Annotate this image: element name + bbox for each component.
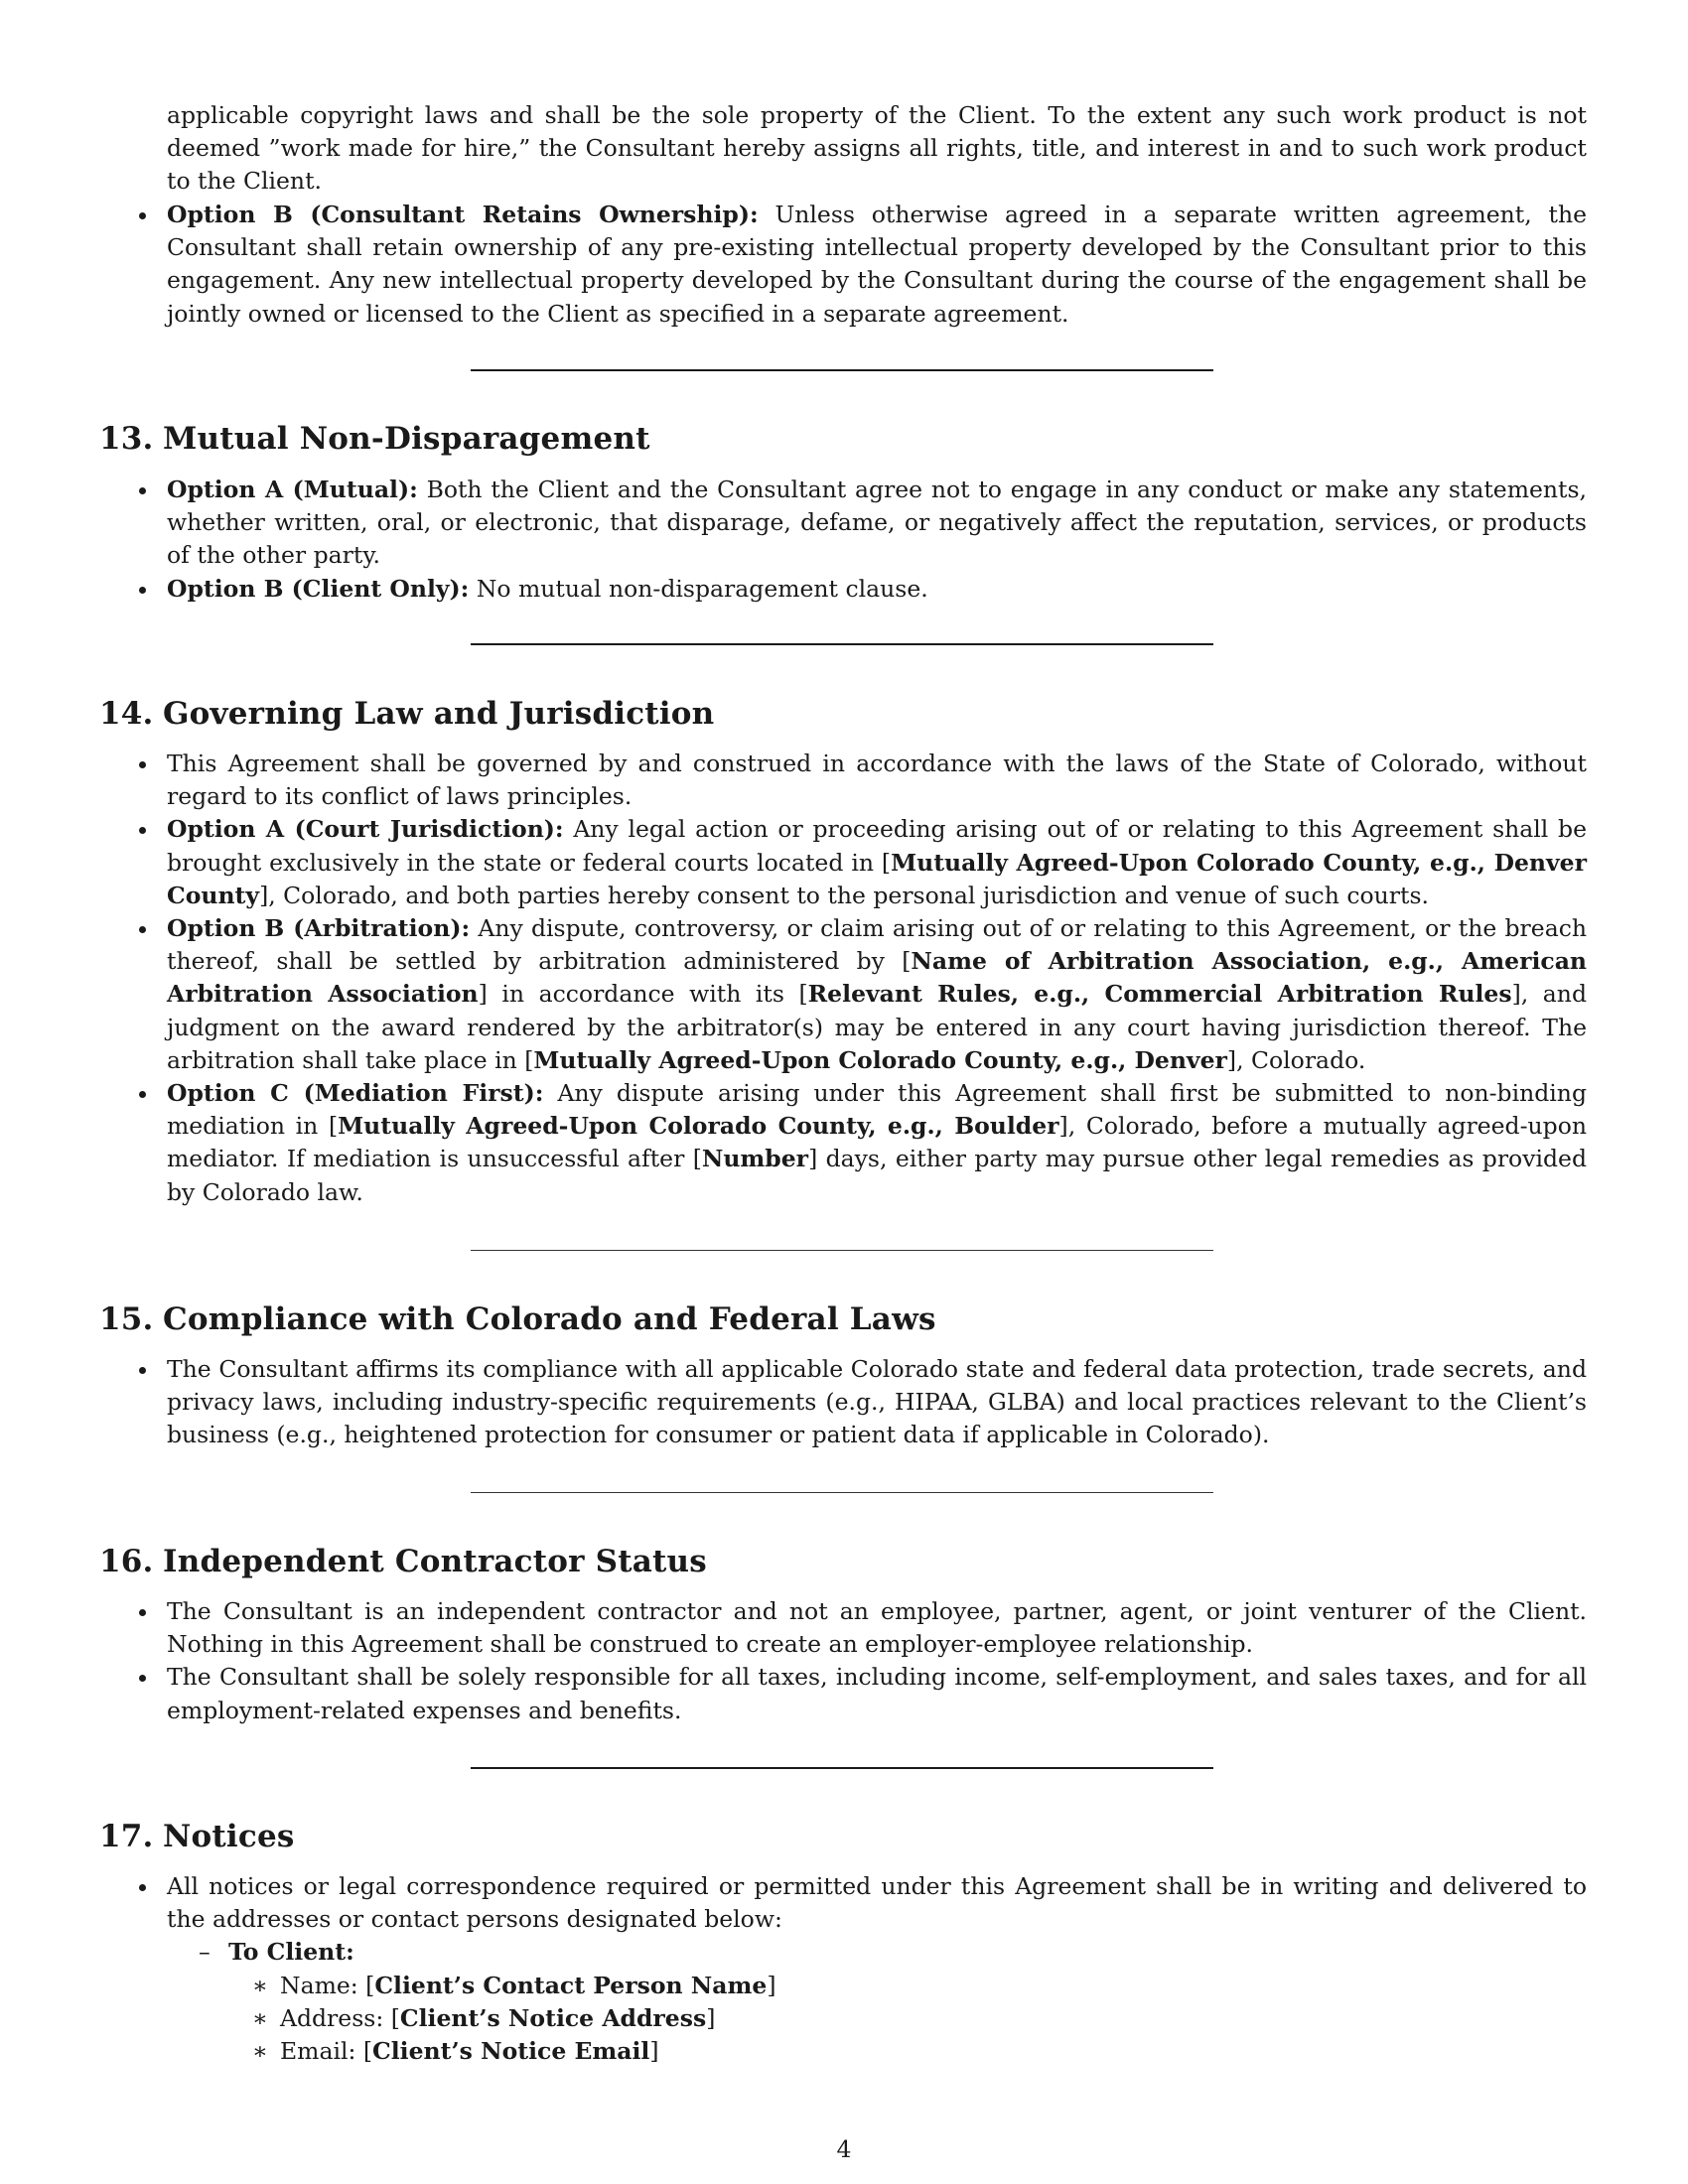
section-17-list — [137, 1870, 1587, 2068]
placeholder-field: Relevant Rules, e.g., Commercial Arbitration Rules — [807, 980, 1512, 1009]
section-divider — [471, 369, 1213, 371]
section-15-heading — [99, 1299, 936, 1339]
section-title: Compliance with Colorado and Federal Laws — [163, 1301, 936, 1337]
section-title: Governing Law and Jurisdiction — [163, 696, 715, 732]
section-number: 17. — [99, 1819, 154, 1854]
placeholder-field: Mutually Agreed-Upon Colorado County, e.g., Denver County — [167, 848, 1587, 909]
notices-intro: All notices or legal correspondence required or permitted under this Agreement shall be in writing and delivered to the addresses or contact persons designated below: — [167, 1872, 1587, 1934]
section-17-heading — [99, 1817, 295, 1856]
page-number: 4 — [836, 2135, 852, 2163]
option-a-continuation: applicable copyright laws and shall be the sole property of the Client. To the extent any such work product is not deemed ”work made for hire,” the Consultant hereby assigns all rights, title, and interest in and to such work product to the Client. — [167, 101, 1587, 196]
section-12-option-b — [137, 199, 1587, 331]
option-label: Option B (Consultant Retains Ownership): — [167, 201, 759, 228]
section-14-option-b — [137, 912, 1587, 1077]
option-text: ], Colorado, and both parties hereby consent to the personal jurisdiction and venue of such courts. — [259, 881, 1429, 909]
field-value: Client’s Notice Address — [399, 2003, 707, 2032]
option-text: Any legal action or proceeding arising out of or relating to this Agreement shall be brought exclusively in the state or federal courts located in [ — [167, 815, 1587, 877]
option-text: ], Colorado, before a mutually agreed-upon mediator. If mediation is unsuccessful after [ — [167, 1112, 1588, 1173]
section-number: 15. — [99, 1301, 154, 1337]
dash-marker: – — [199, 1938, 211, 1967]
client-name-field: ∗ Name: [Client’s Contact Person Name] — [252, 1970, 1587, 2002]
option-text: ], and judgment on the award rendered by the arbitrator(s) may be entered in any court having jurisdiction thereof. The arbitration shall take place in [ — [167, 980, 1587, 1074]
placeholder-field: Name of Arbitration Association, e.g., American Arbitration Association — [167, 947, 1588, 1009]
client-contact-fields — [199, 1970, 1587, 2069]
field-label: Name: — [280, 1971, 366, 1999]
option-label: Option A (Court Jurisdiction): — [167, 815, 564, 844]
option-text: Any dispute, controversy, or claim arising out of or relating to this Agreement, or the breach thereof, shall be settled by arbitration administered by [ — [167, 914, 1587, 976]
option-text: ] days, either party may pursue other legal remedies as provided by Colorado law. — [167, 1145, 1587, 1206]
recipient-label: To Client: — [228, 1938, 354, 1967]
section-number: 14. — [99, 696, 154, 732]
option-label: Option B (Arbitration): — [167, 914, 471, 943]
option-text: ], Colorado. — [1226, 1045, 1366, 1074]
option-label: Option A (Mutual): — [167, 476, 418, 503]
section-12-list — [137, 199, 1587, 331]
section-divider — [471, 643, 1213, 645]
section-divider — [471, 1767, 1213, 1769]
option-text: ] in accordance with its [ — [478, 980, 808, 1009]
section-13-option-a — [137, 474, 1587, 573]
section-15-item: The Consultant affirms its compliance with all applicable Colorado state and federal data protection, trade secrets, and privacy laws, including industry-specific requirements (e.g., HIPAA, GLBA) and local practices relevant to the Client’s business (e.g., heightened protection for consumer or patient data if applicable in Colorado). — [137, 1353, 1587, 1452]
section-16-item-1: The Consultant is an independent contractor and not an employee, partner, agent, or joint venturer of the Client. Nothing in this Agreement shall be construed to create an employer-employee relationship. — [137, 1595, 1587, 1661]
section-13-heading — [99, 419, 650, 459]
section-title: Notices — [163, 1819, 295, 1854]
section-16-list — [137, 1595, 1587, 1727]
section-16-heading — [99, 1542, 707, 1581]
option-text: Any dispute arising under this Agreement shall first be submitted to non-binding mediation in [ — [167, 1079, 1587, 1141]
placeholder-field: Mutually Agreed-Upon Colorado County, e.g., Denver — [533, 1045, 1227, 1074]
option-label: Option B (Client Only): — [167, 574, 470, 603]
placeholder-field: Number — [701, 1145, 809, 1173]
section-divider — [471, 1492, 1213, 1493]
section-16-item-2: The Consultant shall be solely responsible for all taxes, including income, self-employment, and sales taxes, and for all employment-related expenses and benefits. — [137, 1661, 1587, 1726]
field-value: Client’s Contact Person Name — [374, 1971, 768, 1999]
field-label: Email: — [280, 2037, 363, 2066]
client-address-field: ∗ Address: [Client’s Notice Address] — [252, 2002, 1587, 2035]
section-13-option-b — [137, 573, 1587, 606]
section-title: Independent Contractor Status — [163, 1544, 707, 1579]
section-title: Mutual Non-Disparagement — [163, 421, 650, 457]
section-13-list — [137, 474, 1587, 606]
section-15-list — [137, 1353, 1587, 1452]
section-divider — [471, 1250, 1213, 1251]
section-17-intro — [137, 1870, 1587, 2068]
section-14-option-a — [137, 813, 1587, 912]
option-text: Unless otherwise agreed in a separate written agreement, the Consultant shall retain ownership of any pre-existing intellectual property developed by the Consultant prior to this engagement. Any new intellectual property developed by the Consultant during the course of the engagement shall be jointly owned or licensed to the Client as specified in a separate agreement. — [167, 201, 1587, 328]
section-number: 16. — [99, 1544, 154, 1579]
section-14-list — [137, 748, 1587, 1209]
section-14-option-c — [137, 1077, 1587, 1209]
option-text: Both the Client and the Consultant agree not to engage in any conduct or make any statements, whether written, oral, or electronic, that disparage, defame, or negatively affect the reputation, services, or products of the other party. — [167, 476, 1587, 570]
section-14-intro: This Agreement shall be governed by and construed in accordance with the laws of the State of Colorado, without regard to its conflict of laws principles. — [137, 748, 1587, 813]
field-label: Address: — [280, 2003, 391, 2032]
option-label: Option C (Mediation First): — [167, 1079, 544, 1108]
placeholder-field: Mutually Agreed-Upon Colorado County, e.g., Boulder — [338, 1112, 1059, 1141]
client-email-field: ∗ Email: [Client’s Notice Email] — [252, 2035, 1587, 2068]
recipient-client — [199, 1936, 1587, 2068]
section-number: 13. — [99, 421, 154, 457]
section-14-heading — [99, 694, 714, 734]
recipient-list — [167, 1936, 1587, 2068]
field-value: Client’s Notice Email — [372, 2037, 650, 2066]
option-text: No mutual non-disparagement clause. — [469, 574, 928, 603]
